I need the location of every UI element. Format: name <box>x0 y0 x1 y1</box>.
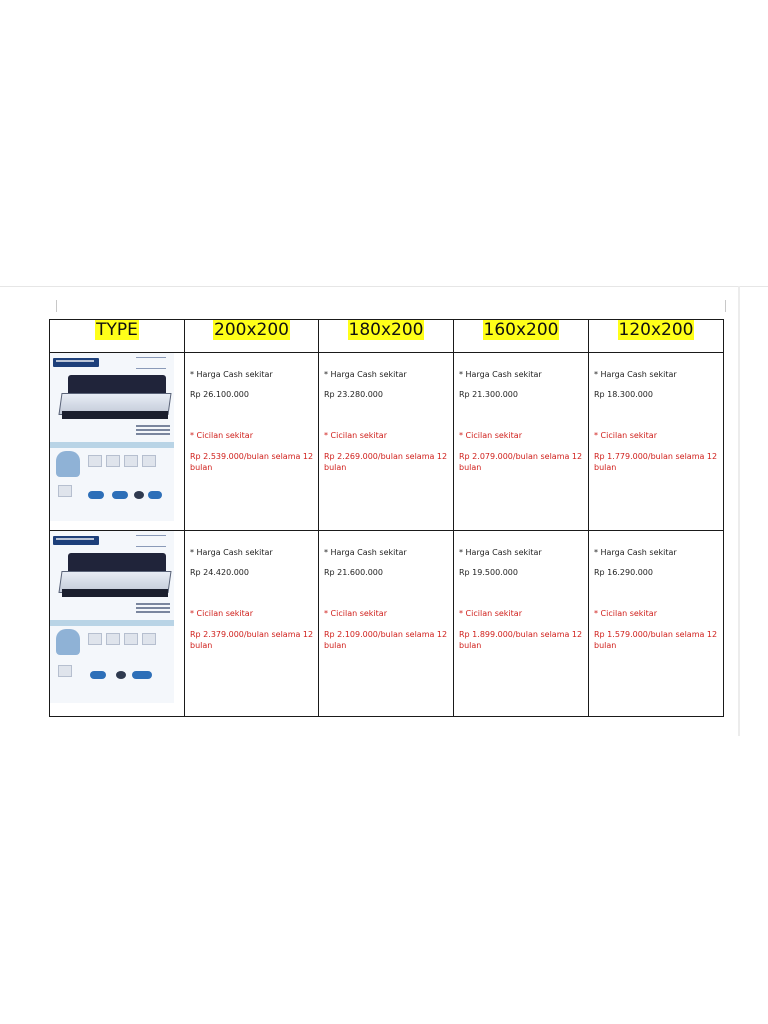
installment-price: Rp 1.779.000/bulan selama 12 bulan <box>594 452 718 473</box>
bed-base <box>62 411 168 419</box>
feature-seal <box>112 491 128 499</box>
price-cell <box>319 530 454 716</box>
feature-thumb <box>58 665 72 677</box>
product-image <box>50 353 174 521</box>
page-right-edge <box>738 286 740 736</box>
installment-price: Rp 2.539.000/bulan selama 12 bulan <box>190 452 314 473</box>
feature-seal <box>90 671 106 679</box>
price-cell <box>185 353 319 530</box>
crop-mark-left <box>56 300 57 312</box>
product-image <box>50 531 174 703</box>
installment-price: Rp 2.269.000/bulan selama 12 bulan <box>324 452 448 473</box>
page-top-edge <box>0 286 768 287</box>
feature-thumb <box>88 455 102 467</box>
cash-price: Rp 21.300.000 <box>459 390 518 400</box>
header-size-200x200: 200x200 <box>185 320 319 353</box>
installment-label: * Cicilan sekitar <box>459 431 522 441</box>
feature-seal <box>134 491 144 499</box>
price-table <box>49 319 724 717</box>
installment-label: * Cicilan sekitar <box>190 431 253 441</box>
feature-thumb <box>124 633 138 645</box>
series-mark <box>136 535 166 547</box>
table-row <box>50 530 724 716</box>
cash-price: Rp 26.100.000 <box>190 390 249 400</box>
series-mark <box>136 357 166 369</box>
feature-thumb <box>106 633 120 645</box>
cash-label: * Harga Cash sekitar <box>594 370 677 380</box>
installment-price: Rp 2.379.000/bulan selama 12 bulan <box>190 629 314 650</box>
header-type: TYPE <box>50 320 185 353</box>
header-size-160x200: 160x200 <box>454 320 589 353</box>
brand-logo-accent <box>56 538 94 540</box>
cash-price: Rp 19.500.000 <box>459 567 518 577</box>
price-cell <box>454 530 589 716</box>
feature-thumb <box>142 455 156 467</box>
product-image-cell <box>50 530 185 716</box>
installment-price: Rp 2.079.000/bulan selama 12 bulan <box>459 452 583 473</box>
feature-thumb <box>142 633 156 645</box>
bed-base <box>62 589 168 597</box>
body-figure <box>56 629 80 655</box>
installment-price: Rp 1.579.000/bulan selama 12 bulan <box>594 629 718 650</box>
installment-label: * Cicilan sekitar <box>594 608 657 618</box>
cash-label: * Harga Cash sekitar <box>324 370 407 380</box>
table-row <box>50 353 724 530</box>
cash-label: * Harga Cash sekitar <box>190 547 273 557</box>
feature-seal <box>148 491 162 499</box>
installment-label: * Cicilan sekitar <box>324 431 387 441</box>
cash-price: Rp 21.600.000 <box>324 567 383 577</box>
cash-label: * Harga Cash sekitar <box>459 547 542 557</box>
price-cell <box>319 353 454 530</box>
feature-seal <box>88 491 104 499</box>
cash-label: * Harga Cash sekitar <box>190 370 273 380</box>
installment-label: * Cicilan sekitar <box>324 608 387 618</box>
installment-price: Rp 2.109.000/bulan selama 12 bulan <box>324 629 448 650</box>
spec-lines <box>136 425 170 439</box>
installment-label: * Cicilan sekitar <box>594 431 657 441</box>
feature-thumb <box>124 455 138 467</box>
feature-band <box>50 620 174 626</box>
feature-thumb <box>106 455 120 467</box>
installment-price: Rp 1.899.000/bulan selama 12 bulan <box>459 629 583 650</box>
spec-lines <box>136 603 170 617</box>
header-size-180x200: 180x200 <box>319 320 454 353</box>
cash-label: * Harga Cash sekitar <box>459 370 542 380</box>
brand-logo-accent <box>56 360 94 362</box>
cash-label: * Harga Cash sekitar <box>324 547 407 557</box>
feature-seal <box>132 671 152 679</box>
header-size-120x200: 120x200 <box>589 320 724 353</box>
price-cell <box>185 530 319 716</box>
price-cell <box>589 353 724 530</box>
cash-price: Rp 18.300.000 <box>594 390 653 400</box>
product-image-cell <box>50 353 185 530</box>
installment-label: * Cicilan sekitar <box>459 608 522 618</box>
feature-seal <box>116 671 126 679</box>
price-cell <box>589 530 724 716</box>
crop-mark-right <box>725 300 726 312</box>
price-cell <box>454 353 589 530</box>
header-row <box>50 320 724 353</box>
installment-label: * Cicilan sekitar <box>190 608 253 618</box>
feature-thumb <box>88 633 102 645</box>
cash-price: Rp 16.290.000 <box>594 567 653 577</box>
feature-thumb <box>58 485 72 497</box>
cash-price: Rp 23.280.000 <box>324 390 383 400</box>
cash-price: Rp 24.420.000 <box>190 567 249 577</box>
feature-band <box>50 442 174 448</box>
cash-label: * Harga Cash sekitar <box>594 547 677 557</box>
body-figure <box>56 451 80 477</box>
